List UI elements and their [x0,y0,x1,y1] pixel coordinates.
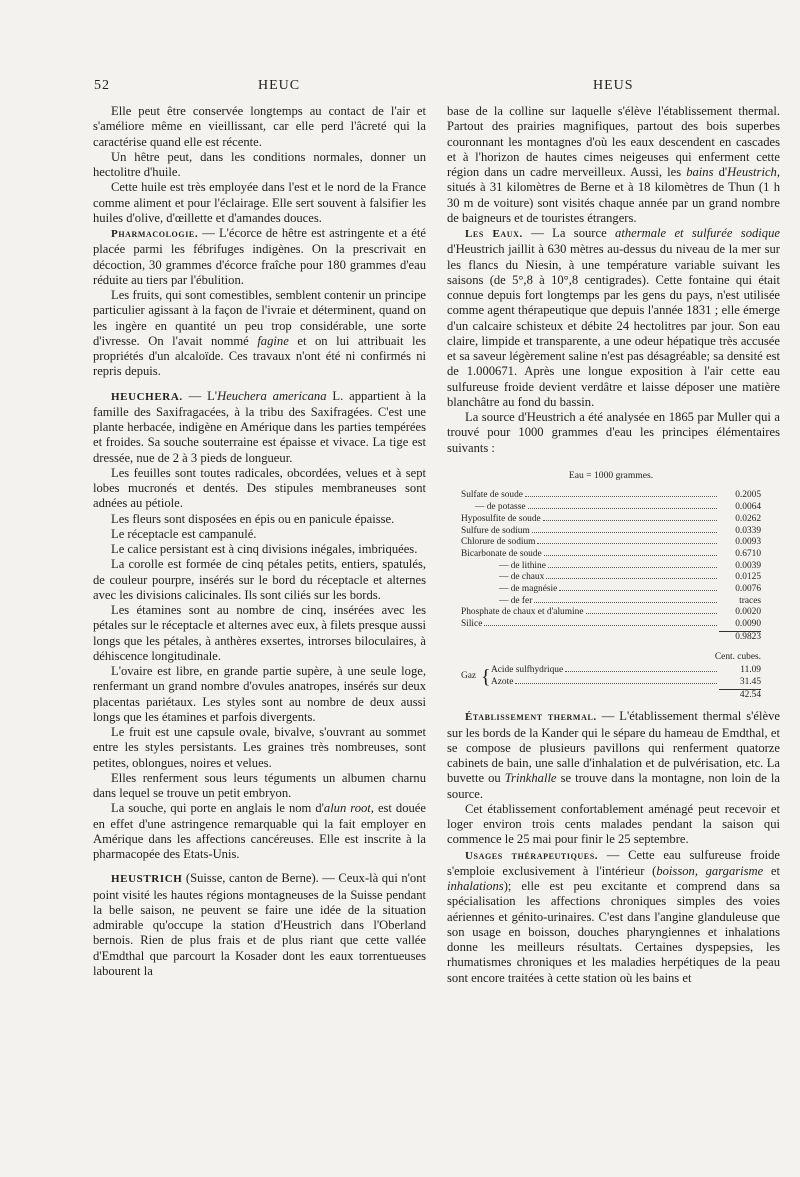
table-total: 0.9823 [735,631,761,642]
paragraph-conservation: Elle peut être conservée longtemps au contact de l'air et s'améliore même en vieillissant, car elle perd l'âcreté qui la caractérise quand elle est récente. [93,104,426,149]
table-row [461,526,761,538]
entry-heuchera [93,389,426,466]
row-name: Bicarbonate de soude [461,548,542,559]
table-row [461,549,761,561]
row-name: Chlorure de sodium [461,537,536,548]
paragraph-huile: Cette huile est très employée dans l'est et le nord de la France comme aliment et pour l'éclairage. Elle sert souvent à falsifier les huiles d'olive, d'œillette et d'amandes douces. [93,180,426,225]
table-row [461,584,761,596]
gas-name: Azote [491,677,514,687]
paragraph-hetre: Un hêtre peut, dans les conditions normales, donner un hectolitre d'huile. [93,149,426,179]
paragraph-graines: Elles renferment sous leurs téguments un albumen charnu dans lequel se trouve un petit embryon. [93,770,426,800]
running-header [0,78,800,98]
paragraph-analyse: La source d'Heustrich a été analysée en 1865 par Muller qui a trouvé pour 1000 grammes d'eau les principes élémentaires suivants : [447,410,780,455]
souche-text-b: est douée en effet d'une astringence remarquable qui la fait employer en Amérique dans les affections cancéreuses. Elle est inscrite à la pharmacopée des Etats-Unis. [93,801,426,861]
row-value: 0.0262 [735,513,761,524]
usages-text-c: ); elle est peu excitante et comprend dans sa spécialisation les affections chroniques simples des voies aériennes et génito-urinaires. C'est dans l'angine glanduleuse que son usage en boisson, douches pharyngiennes et inhalations donne les meilleurs résultats. Certaines dyspepsies, les rhumatismes chroniques et les maladies herpétiques de la peau sont encore traitées à cette station où les bains et [447,879,780,985]
row-name: — de magnésie [499,584,558,595]
row-value: 0.0020 [735,607,761,618]
usages-text-b: et [763,863,780,878]
table-row [461,572,761,584]
table-row [461,619,761,631]
row-value: 0.0339 [735,525,761,536]
table-row [461,596,761,608]
row-value: 0.0076 [735,584,761,595]
table-row [461,561,761,573]
souche-italic: alun root, [323,801,374,816]
row-value: 0.0125 [735,572,761,583]
table-row [461,490,761,502]
heuchera-text-b: L. appartient à la famille des Saxifragacées, à la tribu des Saxifragées. C'est une plante herbacée, indigène en Amérique dans les parties tempérées et froides. Sa souche souterraine est épaisse et vivace. La tige est dressée, nue de 2 à 3 pieds de longueur. [93,388,426,465]
row-value: 0.6710 [735,548,761,559]
eaux-heading: Les Eaux. [465,228,523,240]
gas-value: 31.45 [739,677,761,687]
paragraph-etablissement [447,709,780,802]
eaux-text-a: — La source [522,226,616,240]
row-value: 0.0064 [735,502,761,513]
gas-block [461,665,761,688]
paragraph-etamines: Les étamines sont au nombre de cinq, insérées avec les pétales sur le réceptacle et alternes avec eux, à filets presque aussi longs que les pétales, à anthères exsertes, introrses biloculaires, à déhiscence longitudinale. [93,603,426,663]
row-value: 0.0039 [735,560,761,571]
analysis-table [461,470,761,702]
row-name: — de lithine [499,560,546,571]
entry-heustrich [93,871,426,979]
paragraph-pharmacologie [93,226,426,288]
intro-text-c: situés à 31 kilomètres de Berne et à 18 kilomètres de Thun (1 h 30 m de voiture) sont visités chaque année par un grand nombre de baigneurs et de touristes étrangers. [447,180,780,225]
usages-italic-a: boisson, gargarisme [656,863,764,878]
fruits-italic: fagine [257,333,289,348]
paragraph-capacite: Cet établissement confortablement aménagé peut recevoir et loger environ trois cents malades pendant la saison qui commence le 25 mai pour finir le 25 septembre. [447,801,780,847]
row-name: — de fer [499,595,533,606]
usages-heading: Usages thérapeutiques. [465,849,599,862]
paragraph-usages [447,848,780,986]
right-column [447,104,780,986]
table-caption: Eau = 1000 grammes. [568,469,654,481]
paragraph-calice: Le calice persistant est à cinq divisions inégales, imbriquées. [111,542,418,556]
heustrich-heading: HEUSTRICH [111,873,183,886]
fruits-text-a: Les fruits, qui sont comestibles, semblent contenir un principe particulier agissant à la façon de l'ivraie et déterminent, quand on les ingère en quantité un peu trop considérable, une sorte d'ivresse. On l'avait nommé [93,288,426,348]
gas-label: Gaz [461,671,477,682]
etablissement-text-a: — L'établissement thermal s'élève sur les bords de la Kander qui le sépare du hameau de Emdthal, et se compose de plusieurs pavillons qui renferment quatorze cabinets de bain, une salle d'inhalation et de pulvérisation, etc. La buvette ou [447,709,780,786]
heuchera-heading: HEUCHERA. [111,390,183,403]
gas-row [491,665,761,677]
gas-name: Acide sulfhydrique [491,665,564,676]
row-value: traces [739,595,761,606]
table-row [461,502,761,514]
row-name: Phosphate de chaux et d'alumine [461,607,584,618]
row-name: Sulfate de soude [461,490,523,501]
paragraph-feuilles: Les feuilles sont toutes radicales, obcordées, velues et à sept lobes mucronés et dentés. Des stipules membraneuses sont adnées au pétiole. [93,465,426,511]
heuchera-species: Heuchera americana [217,388,327,403]
paragraph-receptacle: Le réceptacle est campanulé. [111,526,257,541]
heustrich-text: (Suisse, canton de Berne). — Ceux-là qui n'ont point visité les hautes régions montagneuses de la Suisse pendant la belle saison, ne peuvent se faire une idée de la situation admirable qu'occupe la station d'Heustrich dans l'Oberland bernois. Rien de plus frais et de plus riant que cette vallée d'Emdthal que parcourt la Kosader dont les eaux torrentueuses labourent la [93,871,426,978]
intro-italic-bains: bains [686,165,714,179]
paragraph-ovaire: L'ovaire est libre, en grande partie supère, à une seule loge, renfermant un grand nombre d'ovules anatropes, insérés sur deux placentas pariétaux. Les styles sont au nombre de deux aussi longs que les étamines et parfois divergents. [93,664,426,724]
table-row [461,514,761,526]
row-name: — de potasse [475,502,526,513]
table-row [461,537,761,549]
right-running-title: HEUS [593,78,634,93]
row-value: 0.0093 [735,537,761,548]
left-running-title: HEUC [258,78,301,93]
row-name: — de chaux [499,572,545,583]
row-value: 0.0090 [735,619,761,630]
paragraph-souche [93,801,426,862]
row-value: 0.2005 [735,490,761,501]
usages-italic-b: inhalations [447,879,504,894]
table-row [461,607,761,619]
paragraph-fleurs: Les fleurs sont disposées en épis ou en panicule épaisse. [111,511,395,526]
eaux-italic: athermale et sulfurée sodique [615,226,780,240]
row-name: Silice [461,619,483,630]
gas-unit-label: Cent. cubes. [714,651,761,662]
paragraph-eaux [447,226,780,410]
gas-row [491,677,761,689]
pharmacologie-heading: Pharmacologie. [111,228,199,240]
left-column [93,104,426,979]
row-name: Hyposulfite de soude [461,513,541,524]
row-name: Sulfure de sodium [461,525,530,536]
pharmacologie-text: — L'écorce de hêtre est astringente et a été placée parmi les fébrifuges indigènes. On la prescrivait en décoction, 30 grammes d'écorce fraîche pour 180 grammes d'eau réduite au tiers par l'ébulition. [93,226,426,287]
usages-text-a: — Cette eau sulfureuse froide s'emploie exclusivement à l'intérieur ( [447,847,781,878]
paragraph-etablissement-intro [447,104,780,226]
souche-text-a: La souche, qui porte en anglais le nom d' [111,801,324,816]
eaux-text-b: d'Heustrich jaillit à 630 mètres au-dessus du niveau de la mer sur les flancs du Niesin, à une température variable suivant les saisons (de 5°,8 à 10°,8 centigrades). Cette fontaine qui était connue depuis fort longtemps par les gens du pays, n'est utilisée comme agent thérapeutique que depuis l'année 1831 ; elle émerge d'un calcaire schisteux et débite 24 hectolitres par jour. Son eau claire, limpide et transparente, a une odeur hépatique très accusée et sa saveur légèrement saline n'est pas désagréable; sa densité est de 1.000671. Après une longue exposition à l'air cette eau sulfureuse froide devient verdâtre et laisse déposer une matière blanchâtre au fond du bassin. [447,242,780,409]
gas-value: 11.09 [740,665,761,676]
etablissement-text-b: se trouve dans la montagne, non loin de la source. [447,771,780,801]
gas-total: 42.54 [739,689,761,700]
gas-rows [491,665,761,688]
etablissement-heading: Établissement thermal. [465,711,597,724]
paragraph-fruit: Le fruit est une capsule ovale, bivalve, s'ouvrant au sommet entre les styles persistants. Les graines très nombreuses, sont petites, oblongues, noires et velues. [93,725,426,770]
intro-text-a: base de la colline sur laquelle s'élève l'établissement thermal. Partout des prairies magnifiques, partout des bois superbes couronnant les montagnes d'où les eaux descendent en cascades et à l'horizon de hautes cimes neigeuses qui enferment cette région dans un cadre merveilleux. Aussi, les [447,104,780,179]
intro-italic-heustrich: Heustrich, [727,165,780,179]
paragraph-fruits [93,288,426,380]
page-number: 52 [94,78,110,93]
brace-icon: { [481,666,491,688]
intro-text-b: d' [713,165,728,179]
etablissement-italic: Trinkhalle [504,771,557,786]
heuchera-text-a: — L' [182,388,218,403]
paragraph-corolle: La corolle est formée de cinq pétales petits, entiers, spatulés, de couleur pourpre, insérés sur le bord du réceptacle et alternes avec les divisions calicinales. Ils sont ciliés sur les bords. [93,557,426,602]
fruits-text-b: et on lui attribuait les propriétés d'un alcaloïde. Ces travaux n'ont été ni confirmés ni repris depuis. [93,333,426,379]
